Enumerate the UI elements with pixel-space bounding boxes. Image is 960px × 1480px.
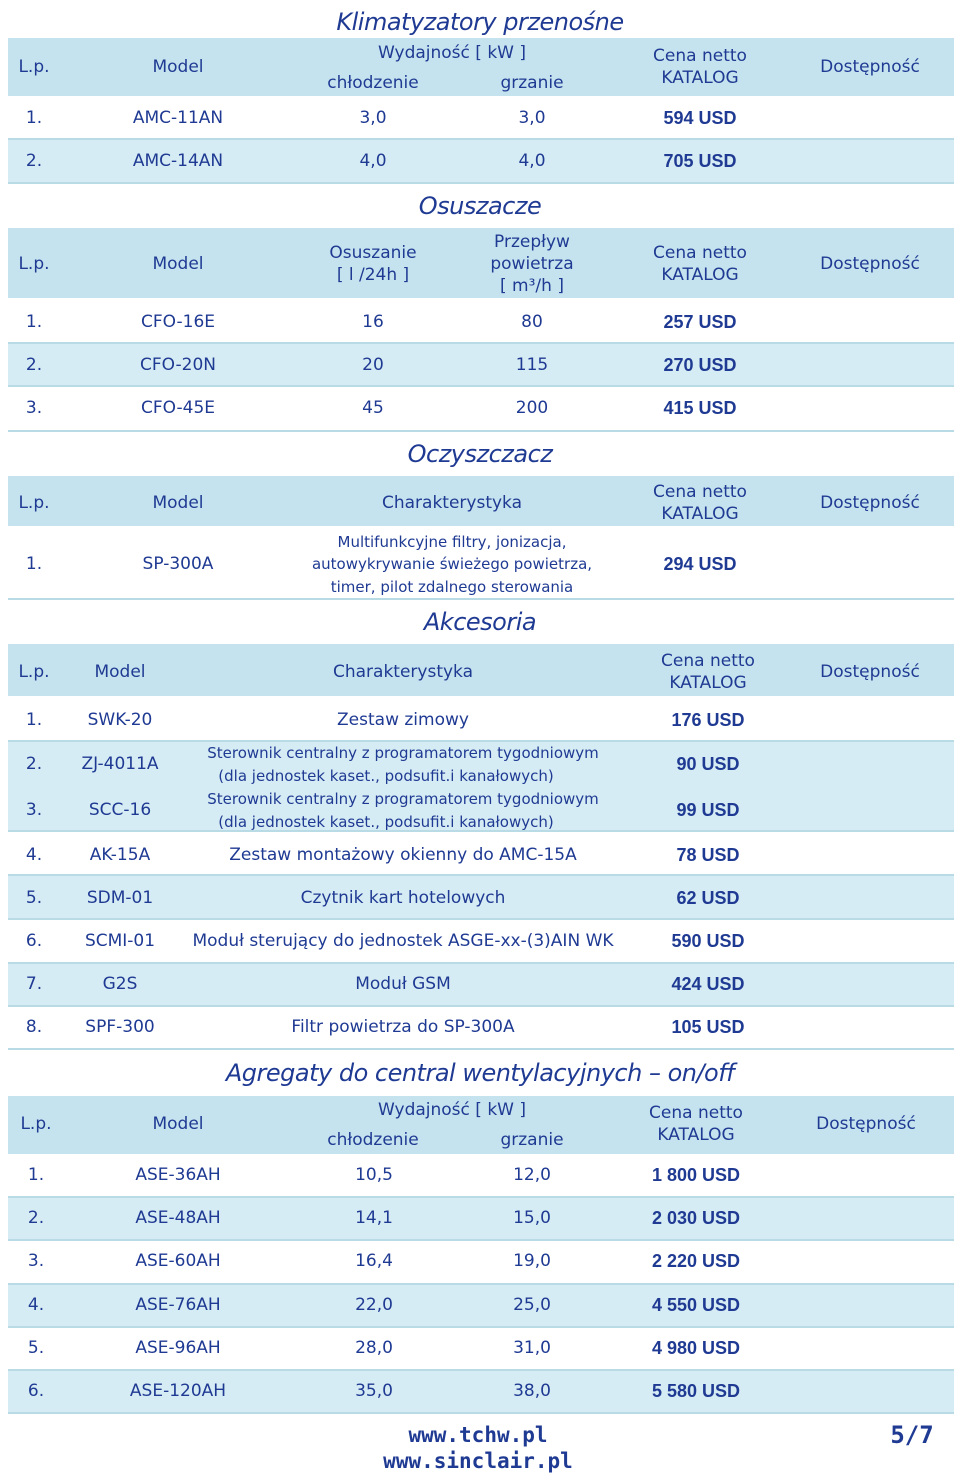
cell-lp: 4. xyxy=(27,1295,45,1315)
cell-lp: 7. xyxy=(25,974,43,994)
footer-url-tchw[interactable]: www.tchw.pl xyxy=(408,1423,548,1447)
cell-cena: 294 USD xyxy=(663,554,737,574)
cell-lp: 2. xyxy=(25,151,43,171)
cell-model: SWK-20 xyxy=(87,710,153,730)
cell-model: ASE-120AH xyxy=(129,1381,227,1401)
cell-model: AMC-14AN xyxy=(132,151,224,171)
cell-desc-line2: (dla jednostek kaset., podsufit.i kanałowych) xyxy=(218,767,554,785)
col-lp: L.p. xyxy=(18,493,50,513)
cell-chlodzenie: 28,0 xyxy=(355,1338,393,1358)
cell-desc-line2: (dla jednostek kaset., podsufit.i kanałowych) xyxy=(218,813,554,831)
col-cena: Cena netto xyxy=(661,651,755,671)
divider xyxy=(8,1005,954,1007)
col-grzanie: grzanie xyxy=(500,1130,564,1150)
cell-lp: 6. xyxy=(27,1381,45,1401)
cell-chlodzenie: 14,1 xyxy=(355,1208,393,1228)
cell-lp: 4. xyxy=(25,845,43,865)
cell-lp: 8. xyxy=(25,1017,43,1037)
col-model: Model xyxy=(152,57,204,77)
cell-grzanie: 15,0 xyxy=(513,1208,551,1228)
col-osuszanie: Osuszanie xyxy=(329,243,417,263)
cell-cena: 415 USD xyxy=(663,398,737,418)
section-title-oczyszczacz: Oczyszczacz xyxy=(407,440,553,468)
page-number: 5/7 xyxy=(890,1421,934,1449)
cell-cena: 270 USD xyxy=(663,355,737,375)
cell-model: CFO-20N xyxy=(140,355,216,375)
cell-model: AMC-11AN xyxy=(132,108,224,128)
cell-lp: 3. xyxy=(25,800,43,820)
cell-chlodzenie: 4,0 xyxy=(359,151,387,171)
section-title-akcesoria: Akcesoria xyxy=(423,608,537,636)
col-cena: Cena netto xyxy=(653,482,747,502)
col-lp: L.p. xyxy=(18,57,50,77)
col-katalog: KATALOG xyxy=(661,265,739,285)
cell-desc: Sterownik centralny z programatorem tygodniowym xyxy=(207,744,599,762)
col-charakterystyka: Charakterystyka xyxy=(332,662,474,682)
col-katalog: KATALOG xyxy=(661,504,739,524)
cell-model: SCMI-01 xyxy=(84,931,156,951)
cell-cena: 176 USD xyxy=(671,710,745,730)
header-band xyxy=(8,644,954,696)
col-lp: L.p. xyxy=(18,662,50,682)
cell-chlodzenie: 22,0 xyxy=(355,1295,393,1315)
cell-desc-line1: Multifunkcyjne filtry, jonizacja, xyxy=(337,533,567,551)
cell-model: SCC-16 xyxy=(88,800,152,820)
cell-model: ASE-36AH xyxy=(135,1165,221,1185)
col-cena: Cena netto xyxy=(649,1103,743,1123)
cell-lp: 1. xyxy=(25,312,43,332)
col-lp: L.p. xyxy=(20,1114,52,1134)
cell-desc: Zestaw zimowy xyxy=(337,710,469,730)
cell-lp: 3. xyxy=(27,1251,45,1271)
cell-cena: 4 980 USD xyxy=(651,1338,741,1358)
divider xyxy=(8,182,954,184)
section-title-osuszacze: Osuszacze xyxy=(418,192,542,220)
cell-lp: 2. xyxy=(25,754,43,774)
col-osuszanie-unit: [ l /24h ] xyxy=(336,265,410,285)
cell-desc: Moduł sterujący do jednostek ASGE-xx-(3)AIN WK xyxy=(192,931,614,951)
cell-lp: 1. xyxy=(27,1165,45,1185)
cell-desc-line3: timer, pilot zdalnego sterowania xyxy=(330,578,574,596)
col-model: Model xyxy=(152,254,204,274)
col-cena: Cena netto xyxy=(653,46,747,66)
cell-lp: 5. xyxy=(27,1338,45,1358)
cell-cena: 78 USD xyxy=(676,845,740,865)
cell-przeplyw: 80 xyxy=(521,312,543,332)
cell-model: SDM-01 xyxy=(86,888,154,908)
cell-lp: 2. xyxy=(27,1208,45,1228)
divider xyxy=(8,1326,954,1328)
cell-chlodzenie: 35,0 xyxy=(355,1381,393,1401)
cell-desc: Zestaw montażowy okienny do AMC-15A xyxy=(229,845,577,865)
footer-url-sinclair[interactable]: www.sinclair.pl xyxy=(383,1449,573,1473)
cell-cena: 424 USD xyxy=(671,974,745,994)
cell-cena: 257 USD xyxy=(663,312,737,332)
cell-osuszanie: 20 xyxy=(362,355,384,375)
cell-lp: 6. xyxy=(25,931,43,951)
col-przeplyw-2: powietrza xyxy=(490,254,574,274)
col-model: Model xyxy=(152,1114,204,1134)
cell-chlodzenie: 16,4 xyxy=(355,1251,393,1271)
cell-desc: Moduł GSM xyxy=(355,974,451,994)
header-band xyxy=(8,228,954,298)
col-katalog: KATALOG xyxy=(669,673,747,693)
cell-grzanie: 19,0 xyxy=(513,1251,551,1271)
section-title-agregaty: Agregaty do central wentylacyjnych – on/off xyxy=(225,1059,735,1087)
col-charakterystyka: Charakterystyka xyxy=(381,493,523,513)
cell-osuszanie: 16 xyxy=(362,312,384,332)
col-chlodzenie: chłodzenie xyxy=(327,73,419,93)
cell-desc: Czytnik kart hotelowych xyxy=(300,888,506,908)
col-katalog: KATALOG xyxy=(661,68,739,88)
col-model: Model xyxy=(152,493,204,513)
cell-grzanie: 25,0 xyxy=(513,1295,551,1315)
cell-lp: 5. xyxy=(25,888,43,908)
cell-chlodzenie: 3,0 xyxy=(359,108,387,128)
col-wydajnosc: Wydajność [ kW ] xyxy=(377,1100,527,1120)
row-band xyxy=(8,964,954,1005)
divider xyxy=(8,598,954,600)
col-dostepnosc: Dostępność xyxy=(820,57,920,77)
col-lp: L.p. xyxy=(18,254,50,274)
cell-lp: 1. xyxy=(25,554,43,574)
cell-grzanie: 31,0 xyxy=(513,1338,551,1358)
cell-desc: Filtr powietrza do SP-300A xyxy=(291,1017,515,1037)
col-model: Model xyxy=(94,662,146,682)
cell-model: SPF-300 xyxy=(85,1017,155,1037)
cell-chlodzenie: 10,5 xyxy=(355,1165,393,1185)
cell-model: SP-300A xyxy=(142,554,214,574)
cell-grzanie: 3,0 xyxy=(518,108,546,128)
col-chlodzenie: chłodzenie xyxy=(327,1130,419,1150)
cell-osuszanie: 45 xyxy=(362,398,384,418)
cell-model: ASE-48AH xyxy=(135,1208,221,1228)
col-wydajnosc: Wydajność [ kW ] xyxy=(377,43,527,63)
col-dostepnosc: Dostępność xyxy=(820,493,920,513)
divider xyxy=(8,1412,954,1414)
cell-cena: 4 550 USD xyxy=(651,1295,741,1315)
cell-model: ZJ-4011A xyxy=(81,754,159,774)
col-dostepnosc: Dostępność xyxy=(820,662,920,682)
cell-model: G2S xyxy=(102,974,138,994)
cell-grzanie: 12,0 xyxy=(513,1165,551,1185)
divider xyxy=(8,430,954,432)
cell-grzanie: 4,0 xyxy=(518,151,546,171)
cell-cena: 1 800 USD xyxy=(651,1165,741,1185)
cell-lp: 3. xyxy=(25,398,43,418)
cell-cena: 2 030 USD xyxy=(651,1208,741,1228)
col-przeplyw-unit: [ m³/h ] xyxy=(500,276,564,296)
cell-cena: 2 220 USD xyxy=(651,1251,741,1271)
divider xyxy=(8,1048,954,1050)
cell-cena: 590 USD xyxy=(671,931,745,951)
col-dostepnosc: Dostępność xyxy=(816,1114,916,1134)
cell-model: ASE-96AH xyxy=(135,1338,221,1358)
cell-model: CFO-45E xyxy=(140,398,216,418)
divider xyxy=(8,385,954,387)
divider xyxy=(8,918,954,920)
cell-cena: 705 USD xyxy=(663,151,737,171)
col-grzanie: grzanie xyxy=(500,73,564,93)
cell-lp: 1. xyxy=(25,710,43,730)
cell-cena: 594 USD xyxy=(663,108,737,128)
cell-cena: 105 USD xyxy=(671,1017,745,1037)
cell-cena: 62 USD xyxy=(676,888,740,908)
section-title-klimatyzatory: Klimatyzatory przenośne xyxy=(336,8,624,36)
cell-cena: 90 USD xyxy=(676,754,740,774)
cell-model: ASE-76AH xyxy=(135,1295,221,1315)
cell-model: AK-15A xyxy=(89,845,151,865)
col-przeplyw: Przepływ xyxy=(494,232,570,252)
divider xyxy=(8,1239,954,1241)
col-cena: Cena netto xyxy=(653,243,747,263)
cell-cena: 5 580 USD xyxy=(651,1381,741,1401)
cell-desc-line2: autowykrywanie świeżego powietrza, xyxy=(311,555,593,573)
cell-przeplyw: 200 xyxy=(515,398,549,418)
cell-model: CFO-16E xyxy=(140,312,216,332)
cell-przeplyw: 115 xyxy=(515,355,549,375)
col-dostepnosc: Dostępność xyxy=(820,254,920,274)
cell-desc: Sterownik centralny z programatorem tygodniowym xyxy=(207,790,599,808)
col-katalog: KATALOG xyxy=(657,1125,735,1145)
cell-grzanie: 38,0 xyxy=(513,1381,551,1401)
cell-lp: 2. xyxy=(25,355,43,375)
cell-cena: 99 USD xyxy=(676,800,740,820)
cell-model: ASE-60AH xyxy=(135,1251,221,1271)
cell-lp: 1. xyxy=(25,108,43,128)
